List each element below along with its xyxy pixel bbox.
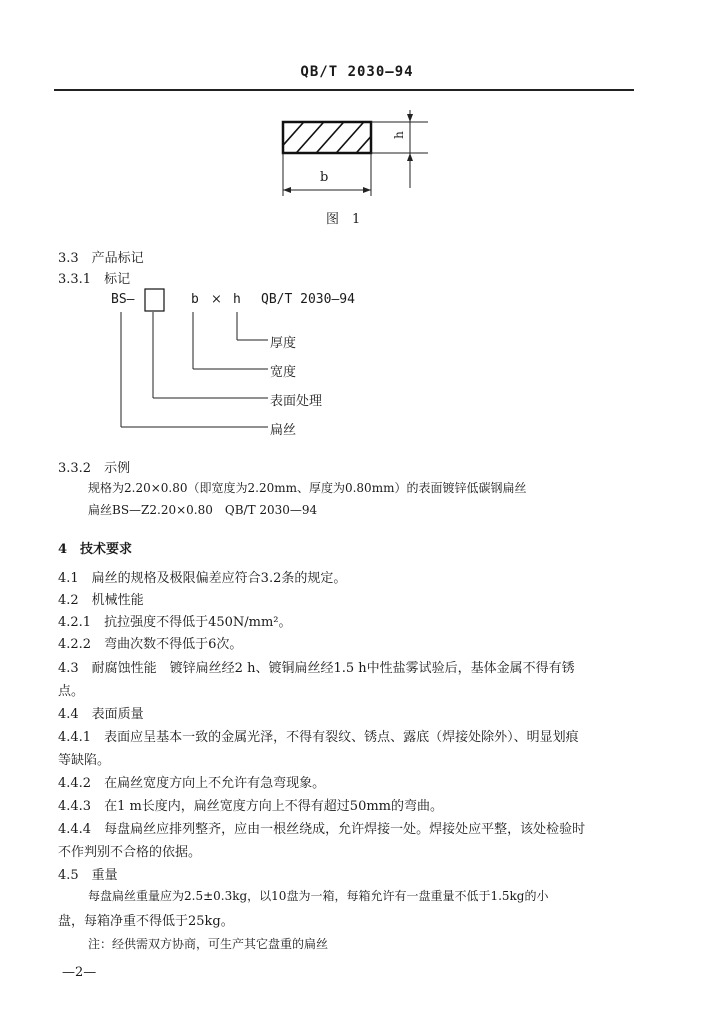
section-3-3-2-title: 3.3.2 示例 <box>58 461 131 476</box>
designation-b: b <box>191 292 199 307</box>
clause-4-3: 4.3 耐腐蚀性能 镀锌扁丝经2 h、镀铜扁丝经1.5 h中性盐雾试验后，基体金属不得有锈 <box>58 661 575 676</box>
clause-4-3-cont: 点。 <box>58 684 85 699</box>
callout-flat-wire: 扁丝 <box>270 423 297 438</box>
callout-surface-treatment: 表面处理 <box>270 394 323 409</box>
clause-4-4-4: 4.4.4 每盘扁丝应排列整齐，应由一根丝绕成，允许焊接一处。焊接处应平整，该处检验时 <box>58 822 586 837</box>
designation-h: h <box>233 292 241 307</box>
figure-label-b: b <box>320 170 329 185</box>
callout-thickness: 厚度 <box>270 336 297 351</box>
callout-width: 宽度 <box>270 365 297 380</box>
clause-4-5: 4.5 重量 <box>58 868 118 883</box>
section-3-3-1-title: 3.3.1 标记 <box>58 272 131 287</box>
example-line-2: 扁丝BS—Z2.20×0.80 QB/T 2030—94 <box>88 503 318 517</box>
clause-4-4-4-cont: 不作判别不合格的依据。 <box>58 845 202 860</box>
clause-4-2-2: 4.2.2 弯曲次数不得低于6次。 <box>58 637 243 652</box>
figure-label-h: h <box>391 131 406 139</box>
standard-code-header: QB/T 2030—94 <box>300 64 414 80</box>
designation-standard: QB/T 2030—94 <box>261 292 355 307</box>
clause-4-4: 4.4 表面质量 <box>58 707 144 722</box>
designation-callout-lines <box>0 0 714 440</box>
clause-4-5-body-cont: 盘，每箱净重不得低于25kg。 <box>58 914 234 929</box>
section-3-3-title: 3.3 产品标记 <box>58 251 144 266</box>
section-4-title: 4 技术要求 <box>58 542 133 557</box>
clause-4-4-1: 4.4.1 表面应呈基本一致的金属光泽，不得有裂纹、锈点、露底（焊接处除外）、明显划痕 <box>58 730 579 745</box>
example-line-1: 规格为2.20×0.80（即宽度为2.20mm、厚度为0.80mm）的表面镀锌低碳钢扁丝 <box>88 481 527 495</box>
clause-4-4-1-cont: 等缺陷。 <box>58 753 111 768</box>
page-number: —2— <box>62 965 97 980</box>
surface-code-box <box>145 289 164 311</box>
figure-caption: 图 1 <box>326 212 361 227</box>
clause-4-4-3: 4.4.3 在1 m长度内，扁丝宽度方向上不得有超过50mm的弯曲。 <box>58 799 444 814</box>
clause-4-1: 4.1 扁丝的规格及极限偏差应符合3.2条的规定。 <box>58 571 347 586</box>
designation-prefix: BS— <box>111 292 135 307</box>
clause-4-5-body: 每盘扁丝重量应为2.5±0.3kg，以10盘为一箱，每箱允许有一盘重量不低于1.5kg的小 <box>88 889 549 903</box>
clause-4-4-2: 4.4.2 在扁丝宽度方向上不允许有急弯现象。 <box>58 776 326 791</box>
designation-times: × <box>211 292 222 307</box>
clause-4-2: 4.2 机械性能 <box>58 593 144 608</box>
weight-note: 注：经供需双方协商，可生产其它盘重的扁丝 <box>88 937 329 951</box>
clause-4-2-1: 4.2.1 抗拉强度不得低于450N/mm²。 <box>58 615 292 630</box>
